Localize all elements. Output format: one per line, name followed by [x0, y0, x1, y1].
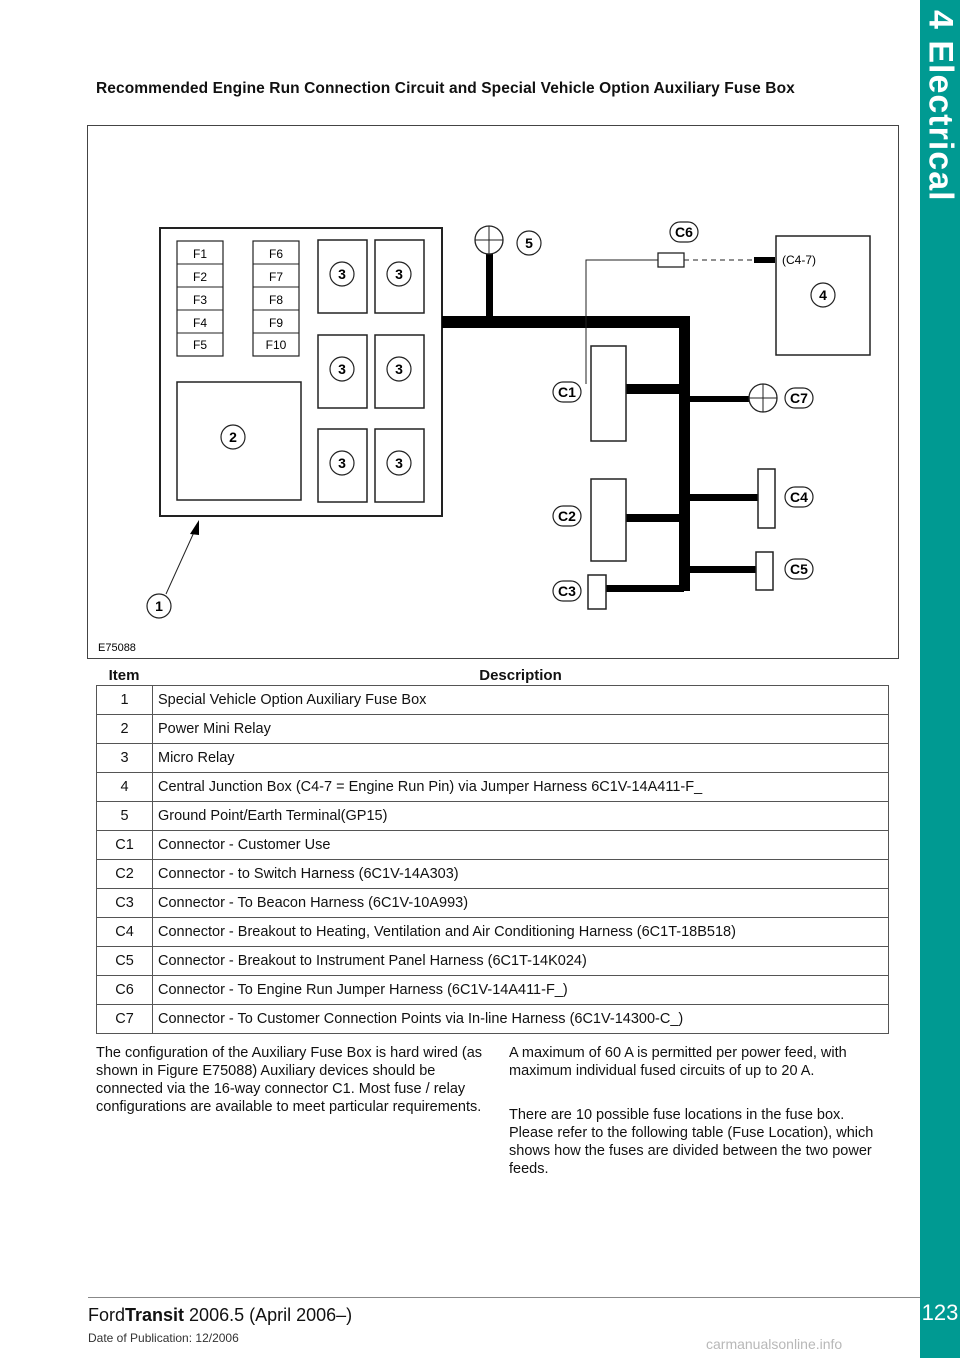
row-description: Connector - Breakout to Heating, Ventilation and Air Conditioning Harness (6C1T-18B518) — [153, 918, 889, 947]
connector-c7-terminal — [749, 384, 777, 412]
row-description: Special Vehicle Option Auxiliary Fuse Box — [153, 686, 889, 715]
table-header-description: Description — [479, 667, 562, 684]
table-row — [97, 686, 889, 715]
table-row — [97, 860, 889, 889]
relay-label: 3 — [395, 266, 403, 282]
row-description: Connector - Breakout to Instrument Panel Harness (6C1T-14K024) — [153, 947, 889, 976]
row-item: 5 — [97, 802, 153, 831]
row-description: Micro Relay — [153, 744, 889, 773]
callout-4: 4 — [819, 287, 827, 303]
fuse-f10: F10 — [265, 338, 287, 352]
callout-c7: C7 — [790, 390, 808, 406]
row-item: C2 — [97, 860, 153, 889]
table-row — [97, 1005, 889, 1034]
row-item: C7 — [97, 1005, 153, 1034]
body-paragraph-2: A maximum of 60 A is permitted per power feed, with maximum individual fused circuits of up to 20 A. — [509, 1045, 847, 1079]
fuse-column-right — [253, 241, 299, 356]
callout-1-arrowhead — [190, 520, 199, 535]
callout-1-leader — [166, 530, 195, 594]
row-item: 3 — [97, 744, 153, 773]
fuse-f9: F9 — [268, 316, 284, 330]
table-row — [97, 831, 889, 860]
row-description: Connector - To Customer Connection Points via In-line Harness (6C1V-14300-C_) — [153, 1005, 889, 1034]
connector-c6-body — [658, 253, 684, 267]
callout-c1: C1 — [558, 384, 576, 400]
ground-point — [475, 226, 503, 254]
row-item: 2 — [97, 715, 153, 744]
connector-c2-body — [591, 479, 626, 561]
body-paragraph-1: The configuration of the Auxiliary Fuse Box is hard wired (as shown in Figure E75088) Auxiliary devices should be connected via the 16-way connector C1. Most fuse / relay configurations are available to meet particular requirements. — [96, 1045, 483, 1115]
table-row — [97, 889, 889, 918]
table-header-item: Item — [108, 667, 140, 684]
row-item: C5 — [97, 947, 153, 976]
callout-c2: C2 — [558, 508, 576, 524]
relay-label: 3 — [338, 455, 346, 471]
fuse-f3: F3 — [192, 293, 208, 307]
row-description: Connector - to Switch Harness (6C1V-14A303) — [153, 860, 889, 889]
page-number: 123 — [921, 1300, 959, 1325]
fuse-f5: F5 — [192, 338, 208, 352]
fuse-f8: F8 — [268, 293, 284, 307]
row-item: 4 — [97, 773, 153, 802]
relay-label: 3 — [338, 361, 346, 377]
figure-title: Recommended Engine Run Connection Circuit and Special Vehicle Option Auxiliary Fuse Box — [96, 80, 795, 97]
table-row — [97, 918, 889, 947]
row-item: C3 — [97, 889, 153, 918]
watermark: carmanualsonline.info — [706, 1336, 843, 1352]
footer-edition: 2006.5 (April 2006–) — [184, 1305, 353, 1325]
row-description: Power Mini Relay — [153, 715, 889, 744]
row-description: Connector - Customer Use — [153, 831, 889, 860]
row-description: Central Junction Box (C4-7 = Engine Run Pin) via Jumper Harness 6C1V-14A411-F_ — [153, 773, 889, 802]
footer-brand: Ford — [88, 1305, 126, 1325]
figure-code: E75088 — [98, 642, 136, 654]
callout-c3: C3 — [558, 583, 576, 599]
wiring-diagram — [87, 125, 899, 659]
footer-model: Transit — [125, 1305, 185, 1325]
connector-c3-body — [588, 575, 606, 609]
row-description: Connector - To Engine Run Jumper Harness (6C1V-14A411-F_) — [153, 976, 889, 1005]
footer-title — [88, 1305, 352, 1326]
footer-date: Date of Publication: 12/2006 — [88, 1331, 239, 1345]
row-item: C6 — [97, 976, 153, 1005]
row-item: 1 — [97, 686, 153, 715]
relay-label: 3 — [395, 455, 403, 471]
callout-5: 5 — [525, 235, 533, 251]
footer-divider — [88, 1297, 920, 1298]
callout-c5: C5 — [790, 561, 808, 577]
relay-label: 3 — [338, 266, 346, 282]
pin-label: (C4-7) — [782, 253, 817, 267]
fuse-f4: F4 — [192, 316, 208, 330]
micro-relays — [318, 240, 424, 502]
row-item: C4 — [97, 918, 153, 947]
row-description: Connector - To Beacon Harness (6C1V-10A993) — [153, 889, 889, 918]
fuse-f1: F1 — [192, 247, 208, 261]
callout-c6: C6 — [675, 224, 693, 240]
row-description: Ground Point/Earth Terminal(GP15) — [153, 802, 889, 831]
fuse-f7: F7 — [268, 270, 284, 284]
body-paragraph-3: There are 10 possible fuse locations in the fuse box. Please refer to the following table (Fuse Location), which shows how the fuses are divided between the two power feeds. — [509, 1107, 874, 1177]
connector-c5-body — [756, 552, 773, 590]
connector-c4-body — [758, 469, 775, 528]
section-title — [920, 0, 960, 250]
relay-label: 3 — [395, 361, 403, 377]
item-table — [96, 685, 889, 1034]
fuse-f2: F2 — [192, 270, 208, 284]
section-title-text: 4 Electrical — [921, 10, 960, 202]
table-row — [97, 773, 889, 802]
table-row — [97, 947, 889, 976]
callout-c4: C4 — [790, 489, 808, 505]
row-item: C1 — [97, 831, 153, 860]
fuse-column-left — [177, 241, 223, 356]
callout-1: 1 — [155, 598, 163, 614]
callout-2: 2 — [229, 429, 237, 445]
table-row — [97, 715, 889, 744]
table-row — [97, 744, 889, 773]
fuse-f6: F6 — [268, 247, 284, 261]
table-row — [97, 802, 889, 831]
table-row — [97, 976, 889, 1005]
connector-c1-body — [591, 346, 626, 441]
